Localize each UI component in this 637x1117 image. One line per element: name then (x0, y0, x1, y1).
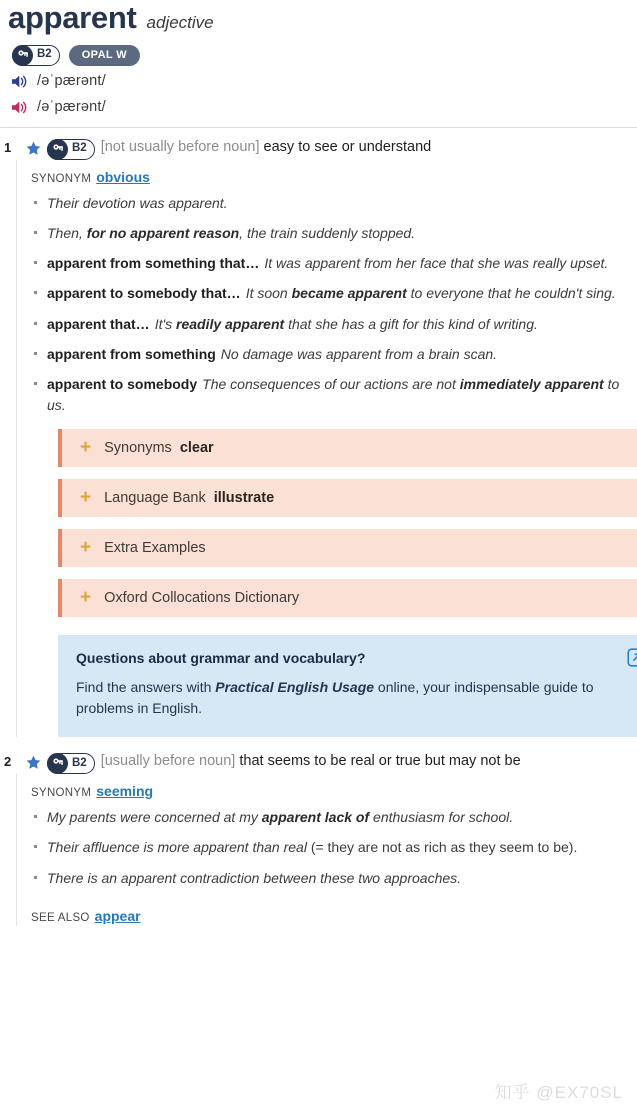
example-item (31, 283, 637, 303)
practical-english-usage-box[interactable] (58, 635, 637, 737)
collapsible-panel[interactable] (58, 479, 637, 517)
sense-1 (0, 128, 637, 737)
ipa-uk: /əˈpærənt/ (37, 73, 106, 90)
example-text: It's (154, 315, 177, 332)
part-of-speech: adjective (146, 13, 214, 32)
panel-label: Synonyms (104, 439, 172, 456)
sense-2-grammar-label: [usually before noun] (100, 752, 236, 769)
example-text: It was apparent from her face that she was really upset. (264, 255, 609, 272)
plus-icon[interactable]: + (80, 437, 92, 459)
speaker-icon-uk[interactable] (11, 73, 30, 90)
sense-2-header (0, 751, 637, 774)
plus-icon[interactable]: + (80, 587, 92, 609)
synonym-label: SYNONYM (31, 786, 92, 799)
panel-label: Language Bank (104, 489, 206, 506)
oxford-key-icon (47, 753, 68, 774)
sense-1-body (16, 160, 637, 737)
sense-1-cefr-badge[interactable] (47, 139, 95, 160)
example-pattern: apparent that… (47, 315, 150, 332)
example-text: , the train suddenly stopped. (239, 224, 416, 241)
panel-extra-label: illustrate (213, 489, 275, 506)
example-text: to us. (47, 376, 620, 413)
infobox-text-before: Find the answers with (76, 678, 216, 695)
example-pattern: apparent from something that… (47, 255, 260, 272)
panel-label: Oxford Collocations Dictionary (104, 589, 300, 606)
example-text: No damage was apparent from a brain scan. (220, 346, 498, 363)
example-text: Then, (47, 224, 87, 241)
sense-2 (0, 737, 637, 926)
example-text: enthusiasm for school. (369, 808, 514, 825)
pronunciation-us[interactable] (4, 90, 637, 116)
example-pattern: apparent from something (47, 346, 216, 363)
opal-badge[interactable]: OPAL W (69, 45, 140, 66)
sense-2-cefr-level: B2 (72, 756, 87, 769)
sense-2-definition-text: that seems to be real or true but may not be (239, 752, 521, 769)
sense-2-synonym-line (31, 774, 637, 801)
example-text: My parents were concerned at my (47, 808, 262, 825)
sense-1-definition (101, 137, 432, 158)
panel-extra-label: clear (179, 439, 214, 456)
entry-header (0, 0, 637, 116)
example-text: The consequences of our actions are not (202, 376, 460, 393)
example-text: Their affluence is more apparent than real (47, 839, 311, 856)
star-icon[interactable] (26, 755, 41, 770)
collapsible-panel[interactable] (58, 579, 637, 617)
synonym-link[interactable]: seeming (96, 782, 154, 799)
synonym-label: SYNONYM (31, 172, 92, 185)
collapsible-panel[interactable] (58, 529, 637, 567)
example-item (31, 314, 637, 334)
example-highlight: readily apparent (176, 315, 285, 332)
sense-2-number: 2 (4, 753, 12, 769)
cefr-badge[interactable] (12, 45, 60, 66)
example-item (31, 344, 637, 364)
sense-2-cefr-badge[interactable] (47, 753, 95, 774)
collapsible-panel-list (58, 429, 637, 617)
infobox-text (76, 677, 624, 719)
synonym-link[interactable]: obvious (96, 168, 150, 185)
oxford-key-icon (12, 45, 33, 66)
plus-icon[interactable]: + (80, 537, 92, 559)
example-item (31, 374, 637, 415)
see-also-link[interactable]: appear (94, 907, 141, 924)
plus-icon[interactable]: + (80, 487, 92, 509)
panel-label: Extra Examples (104, 539, 206, 556)
example-item (31, 868, 637, 888)
collapsible-panel[interactable] (58, 429, 637, 467)
see-also-label: SEE ALSO (31, 911, 90, 924)
infobox-title: Questions about grammar and vocabulary? (76, 649, 366, 666)
infobox-text-emphasis: Practical English Usage (215, 678, 375, 695)
sense-1-header (0, 137, 637, 160)
example-item (31, 807, 637, 827)
example-text: There is an apparent contradiction between these two approaches. (47, 869, 462, 886)
example-pattern: apparent to somebody (47, 376, 198, 393)
badge-row (4, 35, 637, 66)
headword: apparent (8, 0, 137, 35)
example-item (31, 223, 637, 243)
star-icon[interactable] (26, 141, 41, 156)
headword-line (4, 2, 637, 35)
sense-1-number: 1 (4, 139, 12, 155)
example-text: to everyone that he couldn't sing. (406, 285, 616, 302)
sense-1-example-list (31, 193, 637, 415)
sense-1-cefr-level: B2 (72, 142, 87, 155)
sense-1-synonym-line (31, 160, 637, 187)
sense-2-definition (101, 751, 521, 772)
example-highlight: apparent lack of (261, 808, 370, 825)
ipa-us: /əˈpærənt/ (37, 99, 106, 116)
oxford-key-icon (47, 139, 68, 160)
example-text: It soon (245, 285, 292, 302)
example-text: Their devotion was apparent. (47, 194, 228, 211)
example-item (31, 253, 637, 273)
watermark: 知乎 @EX70SL (494, 1083, 623, 1102)
example-text: that she has a gift for this kind of writing. (284, 315, 538, 332)
example-highlight: immediately apparent (459, 376, 604, 393)
example-pattern: apparent to somebody that… (47, 285, 241, 302)
sense-2-example-list (31, 807, 637, 888)
example-highlight: became apparent (291, 285, 407, 302)
sense-2-body (16, 774, 637, 926)
cefr-level-label: B2 (37, 48, 52, 61)
sense-1-definition-text: easy to see or understand (263, 138, 432, 155)
infobox-text-after: online, your indispensable guide to problems in English. (76, 678, 594, 716)
sense-1-grammar-label: [not usually before noun] (100, 138, 260, 155)
speaker-icon-us[interactable] (11, 99, 30, 116)
example-item (31, 193, 637, 213)
external-link-icon[interactable] (627, 648, 637, 667)
example-highlight: for no apparent reason (86, 224, 240, 241)
pronunciation-uk[interactable] (4, 66, 637, 90)
example-gloss: (= they are not as rich as they seem to be). (310, 839, 578, 856)
sense-2-see-also-line (31, 898, 637, 926)
example-item (31, 837, 637, 857)
